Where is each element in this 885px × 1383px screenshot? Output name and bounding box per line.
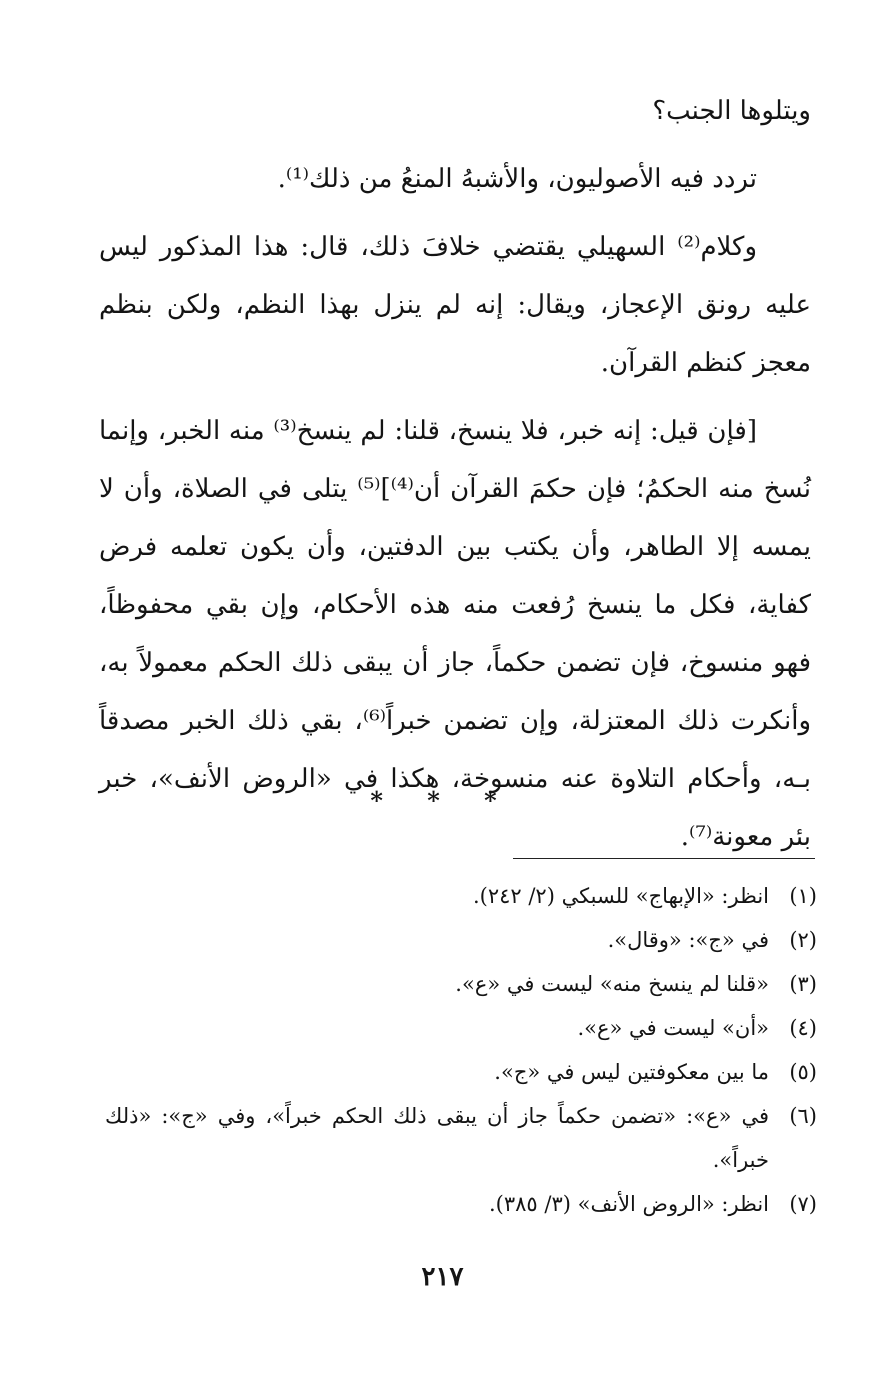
footnote-text: «أن» ليست في «ع». — [577, 1016, 769, 1040]
footnote-item — [105, 1050, 817, 1094]
footnote-number: (٥) — [789, 1060, 817, 1084]
footnote-number: (٤) — [789, 1016, 817, 1040]
footnotes-list — [105, 874, 817, 1226]
footnote-item — [105, 918, 817, 962]
footnote-item — [105, 1006, 817, 1050]
footnote-number: (٦) — [789, 1104, 817, 1128]
footnote-item — [105, 874, 817, 918]
footnote-number: (٣) — [789, 972, 817, 996]
footnote-text: في «ج»: «وقال». — [607, 928, 769, 952]
footnote-text: ما بين معكوفتين ليس في «ج». — [494, 1060, 769, 1084]
paragraph-1: ويتلوها الجنب؟ — [652, 96, 811, 126]
footnote-text: انظر: «الإبهاج» للسبكي (٢/ ٢٤٢). — [472, 884, 769, 908]
footnote-item — [105, 962, 817, 1006]
paragraph-2: تردد فيه الأصوليون، والأشبهُ المنعُ من ذلك⁽¹⁾. — [277, 164, 757, 194]
footnote-number: (٢) — [789, 928, 817, 952]
page-number: ٢١٧ — [421, 1262, 464, 1292]
footnote-divider — [513, 858, 815, 859]
footnote-number: (١) — [789, 884, 817, 908]
paragraph-4: [فإن قيل: إنه خبر، فلا ينسخ، قلنا: لم ينسخ⁽³⁾ منه الخبر، وإنما نُسخ منه الحكمُ؛ فإن حكمَ القرآن أن⁽⁴⁾]⁽⁵⁾ يتلى في الصلاة، وأن لا يمسه إلا الطاهر، وأن يكتب بين الدفتين، وأن يكون تعلمه فرض كفاية، فكل ما ينسخ رُفعت منه هذه الأحكام، وإن بقي محفوظاً، فهو منسوخ، فإن تضمن حكماً، جاز أن يبقى ذلك الحكم معمولاً به، وأنكرت ذلك المعتزلة، وإن تضمن خبراً⁽⁶⁾، بقي ذلك الخبر مصدقاً بـه، وأحكام التلاوة عنه منسوخة، هكذا في «الروض الأنف»، خبر بئر معونة⁽⁷⁾. — [99, 416, 812, 852]
footnote-number: (٧) — [789, 1192, 817, 1216]
main-text — [99, 82, 811, 866]
footnote-text: انظر: «الروض الأنف» (٣/ ٣٨٥). — [489, 1192, 769, 1216]
paragraph-3: وكلام⁽²⁾ السهيلي يقتضي خلافَ ذلك، قال: هذا المذكور ليس عليه رونق الإعجاز، ويقال: إنه لم ينزل بهذا النظم، ولكن بنظم معجز كنظم القرآن. — [99, 232, 811, 378]
footnote-item — [105, 1094, 817, 1182]
footnote-text: «قلنا لم ينسخ منه» ليست في «ع». — [455, 972, 769, 996]
footnote-item — [105, 1182, 817, 1226]
footnote-text: في «ع»: «تضمن حكماً جاز أن يبقى ذلك الحكم خبراً»، وفي «ج»: «ذلك خبراً». — [105, 1104, 769, 1172]
section-separator: * * * — [370, 786, 515, 815]
